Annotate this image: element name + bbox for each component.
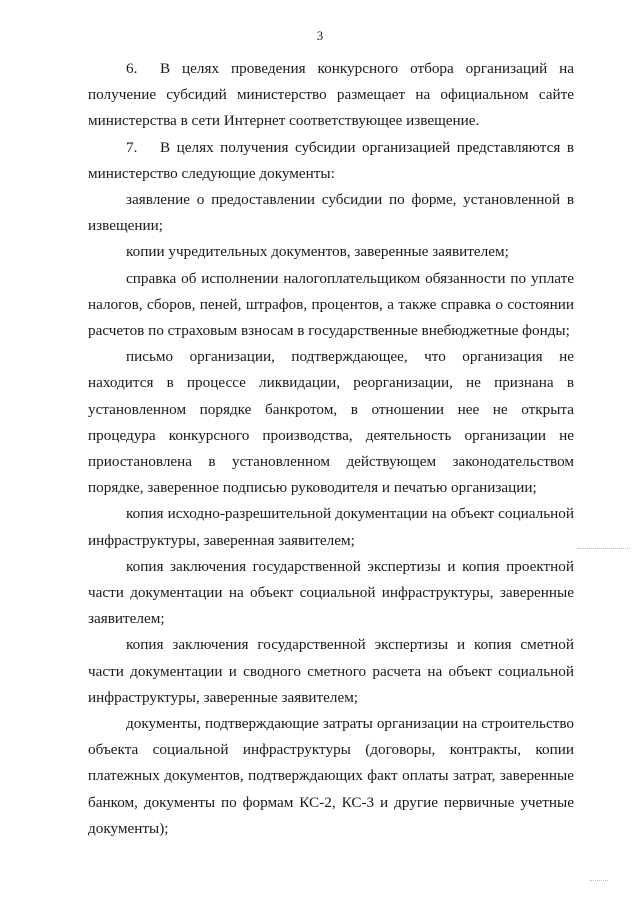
paragraph-text: В целях проведения конкурсного отбора организаций на получение субсидий министерство размещает на официальном сайте министерства в сети Интернет соответствующее извещение. (88, 60, 574, 130)
list-item-permit-docs: копия исходно-разрешительной документации на объект социальной инфраструктуры, заверенная заявителем; (88, 505, 574, 549)
page-number: 3 (316, 28, 324, 43)
document-body (88, 56, 574, 842)
paragraph-7 (88, 135, 574, 187)
item-number: 7. (126, 138, 138, 156)
list-item-project-expertise: копия заключения государственной экспертизы и копия проектной части документации на объект социальной инфраструктуры, заверенные заявителем; (88, 557, 574, 628)
list-item-application: заявление о предоставлении субсидии по форме, установленной в извещении; (88, 191, 574, 235)
item-number: 6. (126, 60, 138, 77)
list-item-organization-letter: письмо организации, подтверждающее, что организация не находится в процессе ликвидации, реорганизации, не признана в установленном порядке банкротом, в отношении нее не открыта процедура конкурсного производства, деятельность организации не приостановлена в установленном действующем законодательством порядке, заверенное подписью руководителя и печатью организации; (88, 348, 574, 497)
scan-mark (590, 880, 608, 882)
list-item-tax-certificate: справка об исполнении налогоплательщиком обязанности по уплате налогов, сборов, пеней, штрафов, процентов, а также справка о состоянии расчетов по страховым взносам в государственные внебюджетные фонды; (88, 269, 574, 340)
list-item-charter-copies: копии учредительных документов, заверенные заявителем; (126, 243, 509, 261)
paragraph-text: В целях получения субсидии организацией представляются в министерство следующие документы: (88, 138, 574, 182)
paragraph-6 (88, 56, 574, 135)
scan-mark (578, 548, 630, 551)
list-item-expense-documents: документы, подтверждающие затраты организации на строительство объекта социальной инфраструктуры (договоры, контракты, копии платежных документов, подтверждающих факт оплаты затрат, заверенные банком, документы по формам КС-2, КС-3 и другие первичные учетные документы); (88, 715, 574, 837)
list-item-estimate-expertise: копия заключения государственной экспертизы и копия сметной части документации и сводного сметного расчета на объект социальной инфраструктуры, заверенные заявителем; (88, 636, 574, 706)
